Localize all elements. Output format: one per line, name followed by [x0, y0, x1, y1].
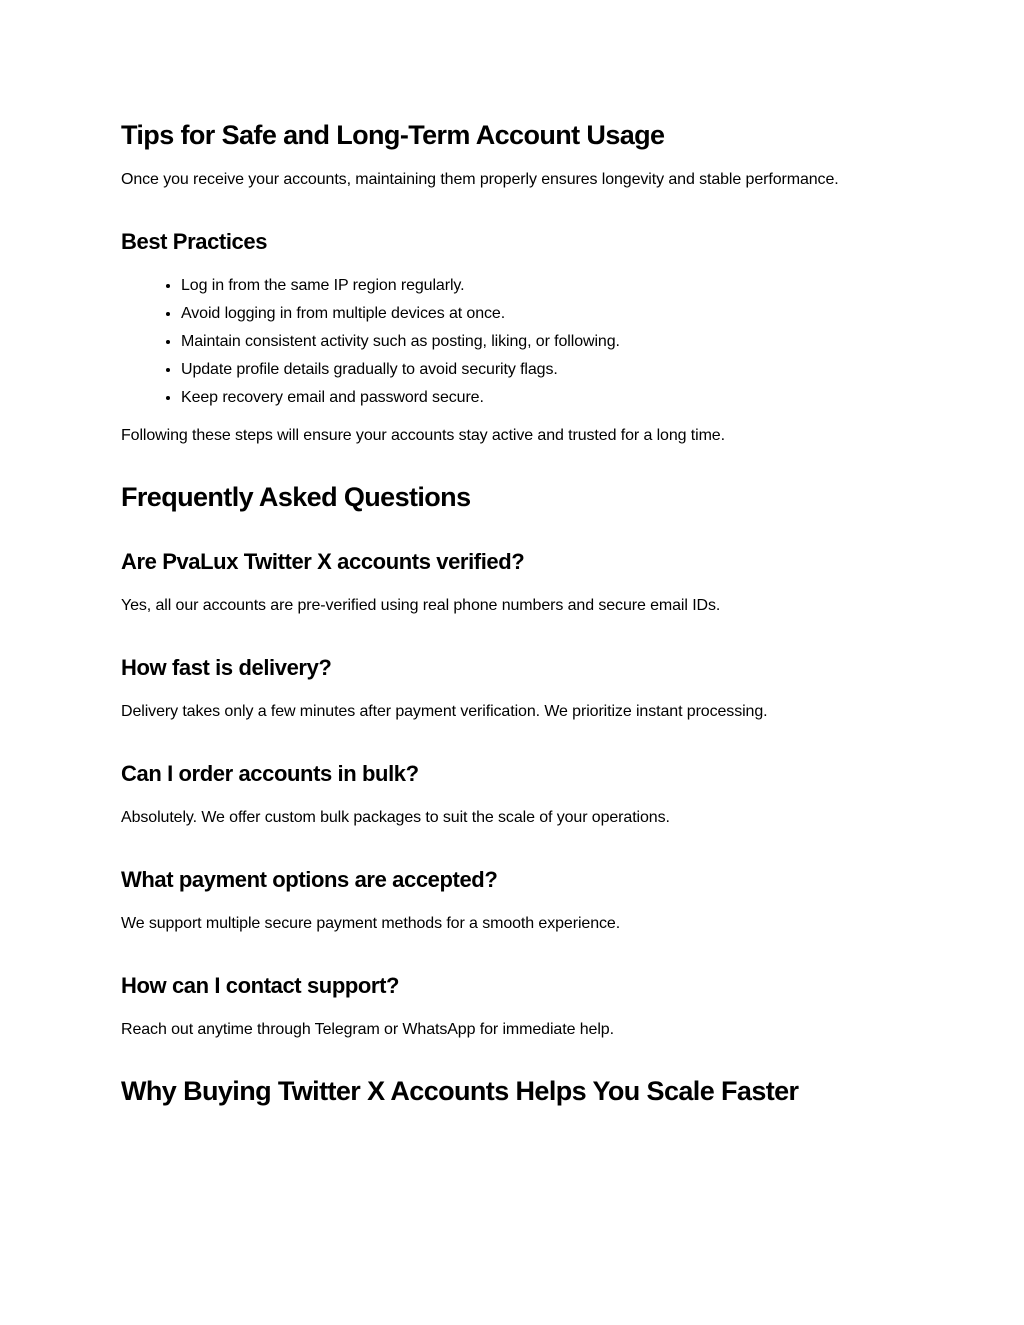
list-item: • Log in from the same IP region regularly.	[181, 272, 903, 300]
faq-question-delivery: How fast is delivery?	[121, 655, 332, 680]
faq-answer-bulk: Absolutely. We offer custom bulk packages to suit the scale of your operations.	[121, 809, 670, 826]
faq-answer-support: Reach out anytime through Telegram or WhatsApp for immediate help.	[121, 1021, 614, 1038]
faq-answer-payment: We support multiple secure payment methods for a smooth experience.	[121, 915, 621, 932]
list-item: • Update profile details gradually to avoid security flags.	[181, 356, 903, 384]
best-practices-list	[121, 272, 903, 412]
tips-intro-paragraph: Once you receive your accounts, maintaining them properly ensures longevity and stable performance.	[121, 171, 839, 188]
list-item: • Avoid logging in from multiple devices at once.	[181, 300, 903, 328]
heading-why-buying: Why Buying Twitter X Accounts Helps You Scale Faster	[121, 1076, 799, 1106]
faq-answer-delivery: Delivery takes only a few minutes after payment verification. We prioritize instant processing.	[121, 703, 768, 720]
faq-question-bulk: Can I order accounts in bulk?	[121, 761, 419, 786]
faq-question-payment: What payment options are accepted?	[121, 867, 498, 892]
faq-question-support: How can I contact support?	[121, 973, 400, 998]
faq-answer-verified: Yes, all our accounts are pre-verified using real phone numbers and secure email IDs.	[121, 597, 721, 614]
list-item: • Maintain consistent activity such as posting, liking, or following.	[181, 328, 903, 356]
faq-question-verified: Are PvaLux Twitter X accounts verified?	[121, 549, 525, 574]
heading-tips-for-safe-usage: Tips for Safe and Long-Term Account Usage	[121, 120, 665, 150]
list-item: • Keep recovery email and password secure.	[181, 384, 903, 412]
heading-best-practices: Best Practices	[121, 229, 268, 254]
best-practices-closing-paragraph: Following these steps will ensure your accounts stay active and trusted for a long time.	[121, 427, 725, 444]
heading-faq: Frequently Asked Questions	[121, 482, 471, 512]
